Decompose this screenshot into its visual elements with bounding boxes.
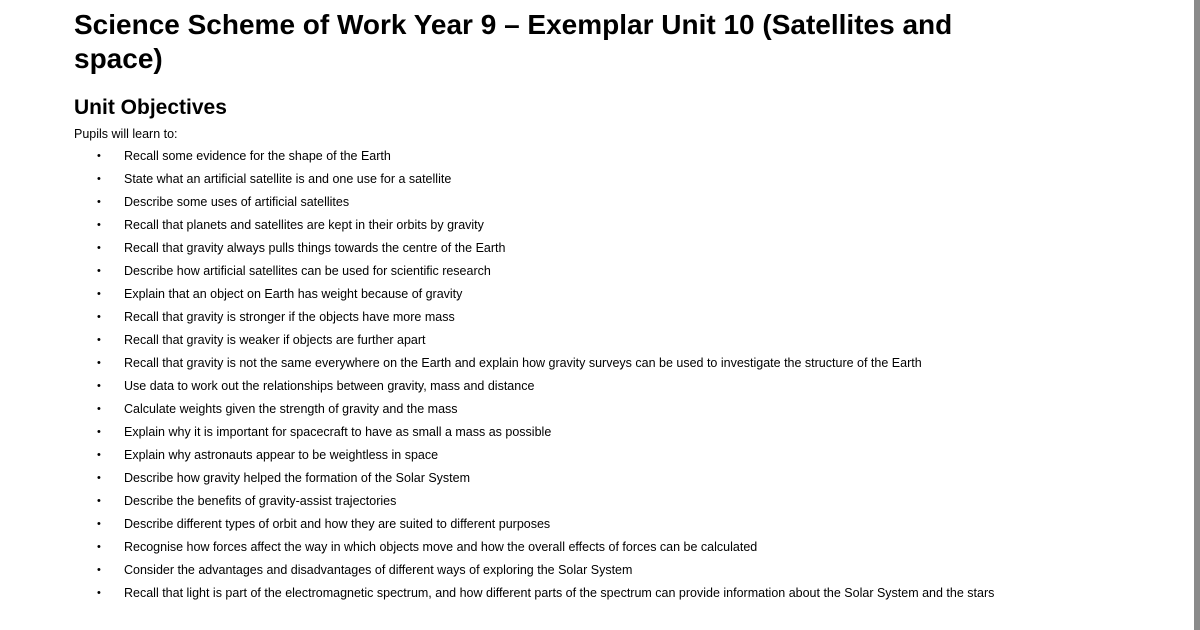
- objective-text: Recall that gravity always pulls things towards the centre of the Earth: [124, 241, 506, 255]
- bullet-icon: •: [97, 265, 101, 277]
- objective-item: [74, 398, 1174, 421]
- objective-text: Calculate weights given the strength of gravity and the mass: [124, 402, 458, 416]
- objective-text: Explain that an object on Earth has weight because of gravity: [124, 287, 463, 301]
- objective-text: State what an artificial satellite is and one use for a satellite: [124, 172, 452, 186]
- objective-text: Describe different types of orbit and how they are suited to different purposes: [124, 517, 551, 531]
- bullet-icon: •: [97, 380, 101, 392]
- bullet-icon: •: [97, 334, 101, 346]
- objective-text: Explain why astronauts appear to be weightless in space: [124, 448, 439, 462]
- objective-text: Explain why it is important for spacecraft to have as small a mass as possible: [124, 425, 552, 439]
- bullet-icon: •: [97, 518, 101, 530]
- page-edge-divider: [1194, 0, 1200, 630]
- objective-item: [74, 375, 1174, 398]
- objective-item: [74, 214, 1174, 237]
- bullet-icon: •: [97, 472, 101, 484]
- bullet-icon: •: [97, 242, 101, 254]
- objective-item: [74, 582, 1174, 605]
- objective-item: [74, 237, 1174, 260]
- objective-item: [74, 260, 1174, 283]
- bullet-icon: •: [97, 311, 101, 323]
- bullet-icon: •: [97, 150, 101, 162]
- objective-item: [74, 306, 1174, 329]
- objective-text: Recognise how forces affect the way in which objects move and how the overall effects of forces can be calculated: [124, 540, 758, 554]
- objective-item: [74, 559, 1174, 582]
- objective-item: [74, 329, 1174, 352]
- objective-text: Recall that gravity is not the same everywhere on the Earth and explain how gravity surveys can be used to investigate the structure of the Earth: [124, 356, 922, 370]
- bullet-icon: •: [97, 495, 101, 507]
- section-heading: Unit Objectives: [74, 96, 227, 119]
- objective-text: Recall that gravity is stronger if the objects have more mass: [124, 310, 455, 324]
- bullet-icon: •: [97, 196, 101, 208]
- bullet-icon: •: [97, 288, 101, 300]
- document-page: [74, 8, 1174, 605]
- bullet-icon: •: [97, 426, 101, 438]
- objective-text: Consider the advantages and disadvantages of different ways of exploring the Solar System: [124, 563, 633, 577]
- objective-text: Describe how artificial satellites can be used for scientific research: [124, 264, 491, 278]
- objective-text: Recall that light is part of the electromagnetic spectrum, and how different parts of the spectrum can provide information about the Solar System and the stars: [124, 586, 995, 600]
- intro-text: Pupils will learn to:: [74, 127, 178, 141]
- objectives-list: [74, 145, 1174, 605]
- objective-item: [74, 536, 1174, 559]
- objective-item: [74, 352, 1174, 375]
- objective-item: [74, 467, 1174, 490]
- bullet-icon: •: [97, 541, 101, 553]
- objective-item: [74, 421, 1174, 444]
- objective-item: [74, 490, 1174, 513]
- objective-item: [74, 444, 1174, 467]
- objective-item: [74, 513, 1174, 536]
- objective-text: Use data to work out the relationships between gravity, mass and distance: [124, 379, 535, 393]
- objective-item: [74, 145, 1174, 168]
- objective-text: Describe how gravity helped the formation of the Solar System: [124, 471, 471, 485]
- bullet-icon: •: [97, 587, 101, 599]
- objective-text: Recall that gravity is weaker if objects are further apart: [124, 333, 426, 347]
- bullet-icon: •: [97, 219, 101, 231]
- objective-item: [74, 191, 1174, 214]
- objective-text: Recall some evidence for the shape of the Earth: [124, 149, 391, 163]
- bullet-icon: •: [97, 173, 101, 185]
- bullet-icon: •: [97, 449, 101, 461]
- bullet-icon: •: [97, 564, 101, 576]
- objective-text: Recall that planets and satellites are kept in their orbits by gravity: [124, 218, 484, 232]
- objective-text: Describe some uses of artificial satellites: [124, 195, 350, 209]
- objective-item: [74, 283, 1174, 306]
- bullet-icon: •: [97, 357, 101, 369]
- objective-text: Describe the benefits of gravity-assist trajectories: [124, 494, 397, 508]
- objective-item: [74, 168, 1174, 191]
- page-title: Science Scheme of Work Year 9 – Exemplar Unit 10 (Satellites and space): [74, 9, 953, 74]
- bullet-icon: •: [97, 403, 101, 415]
